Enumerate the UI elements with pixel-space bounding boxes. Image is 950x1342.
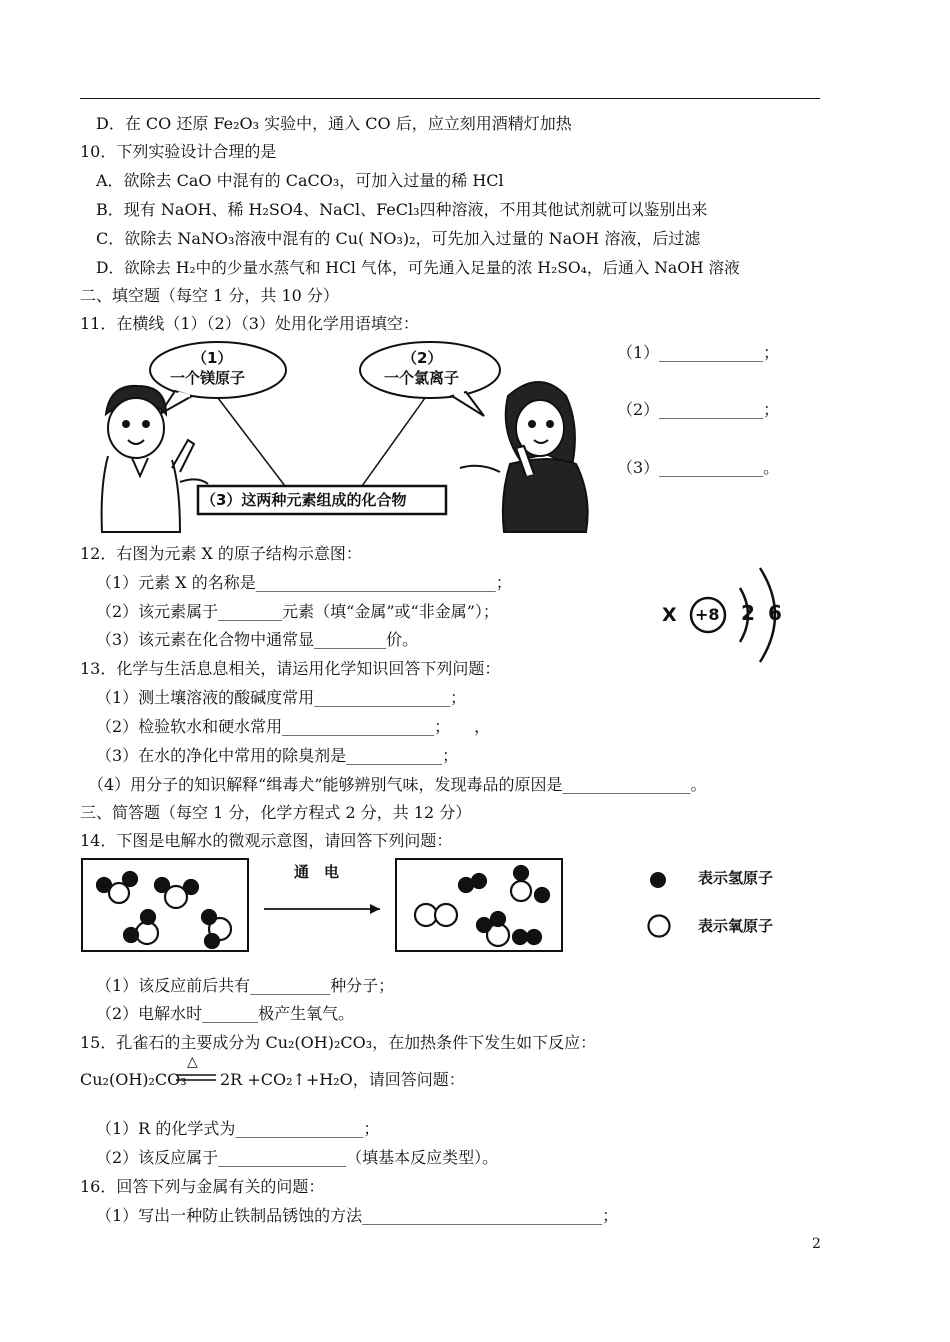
q14-stem: 14．下图是电解水的微观示意图，请回答下列问题： xyxy=(80,831,453,850)
q13-sub-4: （4）用分子的知识解释“缉毒犬”能够辨别气味，发现毒品的原因是________________。 xyxy=(88,775,707,794)
q10-option-d: D．欲除去 H₂中的少量水蒸气和 HCl 气体，可先通入足量的浓 H₂SO₄，后通入 NaOH 溶液 xyxy=(96,259,740,277)
q13-sub-3: （3）在水的净化中常用的除臭剂是____________； xyxy=(96,746,459,765)
q10-stem: 10．下列实验设计合理的是 xyxy=(80,142,277,161)
page-number: 2 xyxy=(812,1236,821,1252)
atom-symbol: X xyxy=(662,604,677,626)
q15-sub-2: （2）该反应属于________________（填基本反应类型）。 xyxy=(96,1148,499,1167)
q16-stem: 16．回答下列与金属有关的问题： xyxy=(80,1177,325,1196)
q13-sub-2: （2）检验软水和硬水常用___________________； ， xyxy=(96,717,491,736)
bubble-2-number: （2） xyxy=(402,349,443,367)
q13-sub-1: （1）测土壤溶液的酸碱度常用_________________； xyxy=(96,688,467,707)
q11-blank-1: （1）_____________； xyxy=(617,343,780,362)
q10-option-a: A．欲除去 CaO 中混有的 CaCO₃，可加入过量的稀 HCl xyxy=(96,171,504,190)
q9-option-d: D．在 CO 还原 Fe₂O₃ 实验中，通入 CO 后，应立刻用酒精灯加热 xyxy=(96,114,572,133)
arrow-label: 通 电 xyxy=(294,863,340,881)
q13-stem: 13．化学与生活息息相关，请运用化学知识回答下列问题： xyxy=(80,659,501,678)
nucleus-charge: +8 xyxy=(695,605,720,624)
q11-blank-2: （2）_____________； xyxy=(617,400,780,419)
q14-sub-2: （2）电解水时_______极产生氧气。 xyxy=(96,1004,355,1023)
electrolysis-diagram xyxy=(80,855,640,955)
compound-box-label: （3）这两种元素组成的化合物 xyxy=(201,491,407,509)
shell-1-electrons: 2 xyxy=(741,601,755,625)
header-rule xyxy=(80,98,820,99)
q15-stem: 15．孔雀石的主要成分为 Cu₂(OH)₂CO₃，在加热条件下发生如下反应： xyxy=(80,1033,597,1052)
boy-figure xyxy=(102,386,208,532)
q10-option-c: C．欲除去 NaNO₃溶液中混有的 Cu( NO₃)₂，可先加入过量的 NaOH 溶液，后过滤 xyxy=(96,229,701,248)
equation-sign xyxy=(174,1073,218,1083)
q11-blank-3: （3）_____________。 xyxy=(617,458,780,477)
heat-condition: △ xyxy=(187,1054,198,1070)
bubble-2-label: 一个氯离子 xyxy=(384,369,460,387)
equation-right: 2R +CO₂↑+H₂O，请回答问题： xyxy=(220,1070,465,1089)
section-2-heading: 二、填空题（每空 1 分，共 10 分） xyxy=(80,286,339,305)
legend-oxygen-label: 表示氧原子 xyxy=(698,917,774,935)
q12-stem: 12．右图为元素 X 的原子结构示意图： xyxy=(80,544,362,563)
q10-option-b: B．现有 NaOH、稀 H₂SO4、NaCl、FeCl₃四种溶液，不用其他试剂就可以鉴别出来 xyxy=(96,200,708,219)
legend-hydrogen-icon xyxy=(647,869,669,891)
girl-figure xyxy=(460,382,588,532)
bubble-1-number: （1） xyxy=(192,349,233,367)
q16-sub-1: （1）写出一种防止铁制品锈蚀的方法______________________________； xyxy=(96,1206,619,1225)
q14-sub-1: （1）该反应前后共有__________种分子； xyxy=(96,976,395,995)
shell-2-electrons: 6 xyxy=(768,601,782,625)
legend-oxygen-icon xyxy=(646,913,672,939)
section-3-heading: 三、简答题（每空 1 分，化学方程式 2 分，共 12 分） xyxy=(80,803,472,822)
equation-left: Cu₂(OH)₂CO₃ xyxy=(80,1070,187,1089)
q15-sub-1: （1）R 的化学式为________________； xyxy=(96,1119,380,1138)
q12-sub-3: （3）该元素在化合物中通常显_________价。 xyxy=(96,630,419,649)
q11-stem: 11．在横线（1）（2）（3）处用化学用语填空： xyxy=(80,314,419,333)
legend-hydrogen-label: 表示氢原子 xyxy=(698,869,774,887)
q12-sub-1: （1）元素 X 的名称是______________________________； xyxy=(96,573,512,592)
bubble-1-label: 一个镁原子 xyxy=(170,369,246,387)
q12-sub-2: （2）该元素属于________元素（填“金属”或“非金属”）； xyxy=(96,602,499,621)
